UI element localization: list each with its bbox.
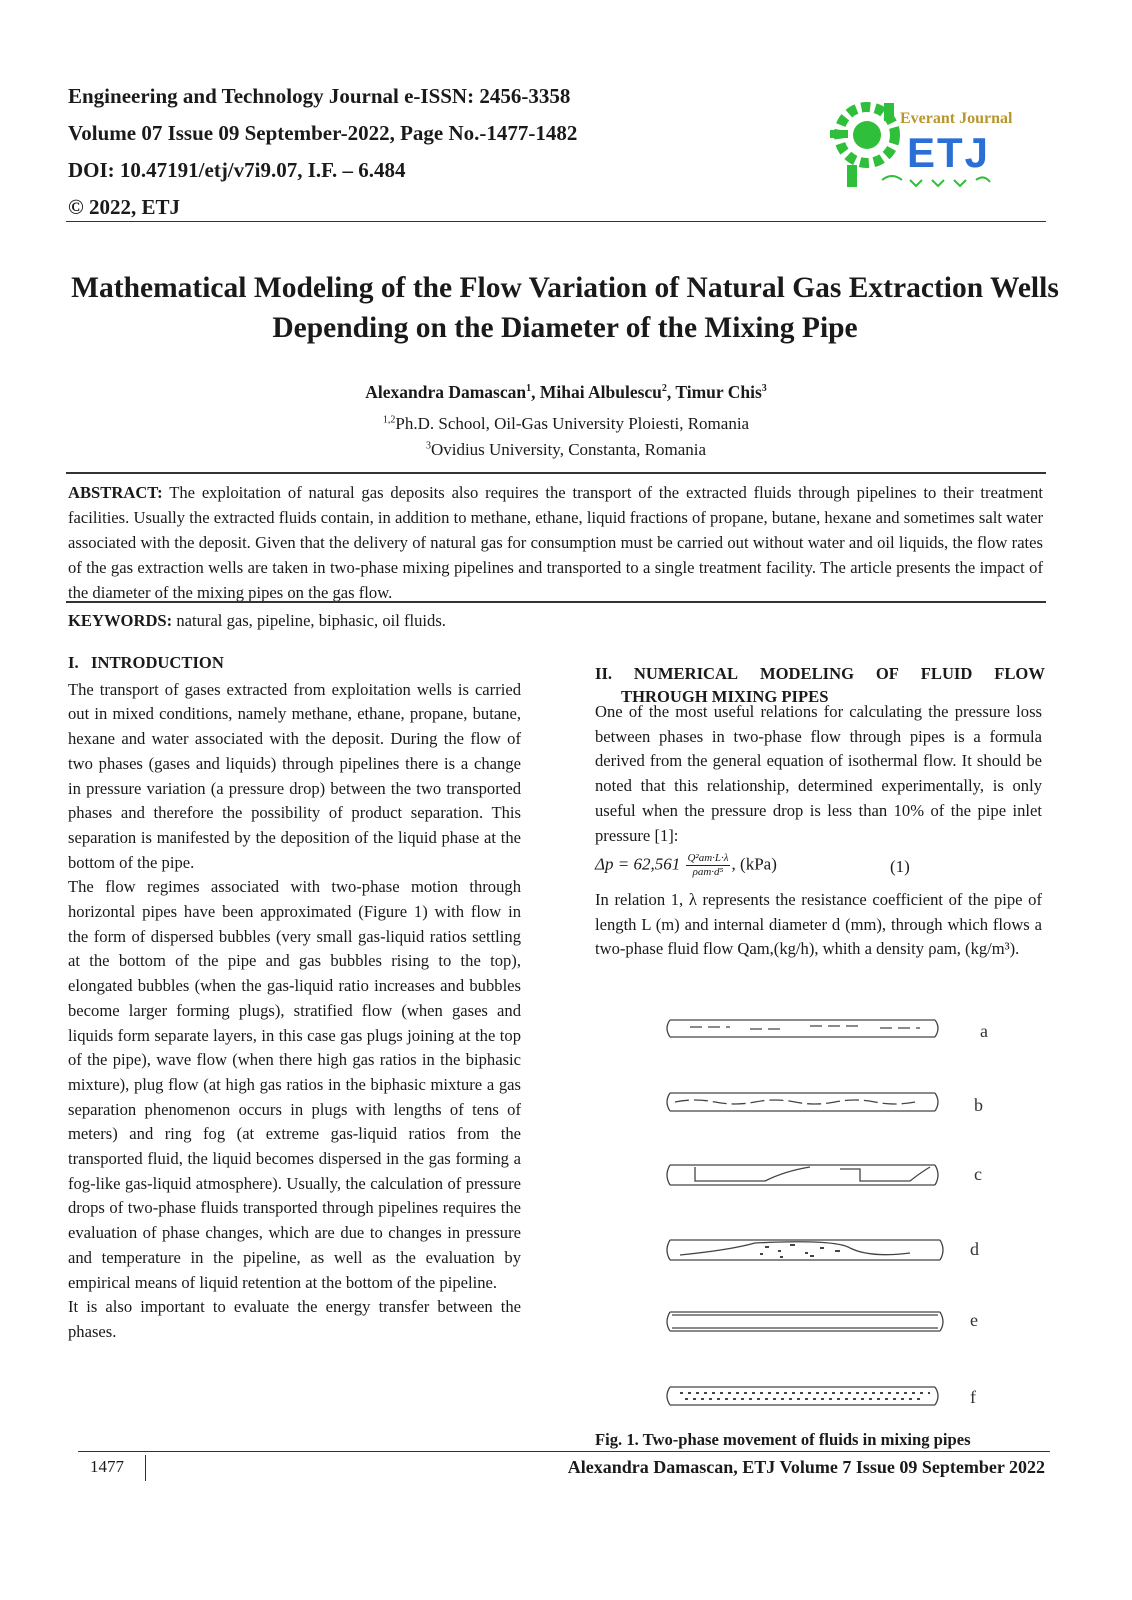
abstract-top-rule xyxy=(66,472,1046,474)
heading-word: FLOW xyxy=(994,664,1045,683)
pipe-b xyxy=(667,1093,938,1111)
label-e: e xyxy=(970,1310,978,1330)
abstract-bottom-rule xyxy=(66,601,1046,603)
heading-word: MODELING xyxy=(759,664,854,683)
label-a: a xyxy=(980,1021,988,1041)
affil-sup: 1,2 xyxy=(382,414,396,426)
author-name: Mihai Albulescu xyxy=(539,382,662,402)
pipe-e xyxy=(667,1312,943,1331)
abstract-text: The exploitation of natural gas deposits also requires the transport of the extracted fluids through pipelines to their treatment facilities. Usually the extracted fluids contain, in addition to methane, ethane, liquid fractions of propane, butane, hexane and sometimes salt water associated with the deposit. Given that the delivery of natural gas for consumption must be carried out without water and oil liquids, the flow rates of the gas extraction wells are taken in two-phase mixing pipelines and transported to a single treatment facility. The article presents the impact of the diameter of the mixing pipes on the gas flow. xyxy=(68,483,1043,602)
keywords-label: KEYWORDS: xyxy=(68,611,173,630)
affil-sup: 3 xyxy=(425,440,431,452)
author-sup: 3 xyxy=(761,383,767,395)
equation-1 xyxy=(595,852,910,879)
label-d: d xyxy=(970,1239,979,1259)
paragraph: It is also important to evaluate the energy transfer between the phases. xyxy=(68,1297,521,1341)
author-sup: 2 xyxy=(661,383,667,395)
pipe-a xyxy=(667,1020,938,1037)
page-number: 1477 xyxy=(90,1457,124,1476)
footer-citation: Alexandra Damascan, ETJ Volume 7 Issue 09 September 2022 xyxy=(567,1457,1045,1477)
logo-text-main: ETJ xyxy=(907,129,991,176)
label-b: b xyxy=(974,1095,983,1115)
doi-info: DOI: 10.47191/etj/v7i9.07, I.F. – 6.484 xyxy=(68,158,406,182)
heading-word: FLUID xyxy=(920,664,973,683)
eq-numerator: Q²am·L·λ xyxy=(687,852,729,864)
keywords-text: natural gas, pipeline, biphasic, oil fluids. xyxy=(176,611,446,630)
affil-text: Ovidius University, Constanta, Romania xyxy=(430,440,707,459)
heading-number: II. xyxy=(595,664,613,683)
eq-label: (1) xyxy=(890,857,910,876)
abstract-label: ABSTRACT: xyxy=(68,483,163,502)
copyright: © 2022, ETJ xyxy=(68,195,180,219)
header-rule xyxy=(66,221,1046,222)
footer-rule xyxy=(78,1451,1050,1452)
paragraph: The flow regimes associated with two-phase motion through horizontal pipes have been approximated (Figure 1) with flow in the form of dispersed bubbles (very small gas-liquid ratios settling at the bottom of the pipe and gas bubbles rising to the top), elongated bubbles (when the gas-liquid ratio increases and bubbles become larger forming plugs), stratified flow (when gases and liquids form separate layers, in this case gas plugs joining at the top of the pipe), wave flow (when there high gas ratios in the biphasic mixture), plug flow (at high gas ratios in the biphasic mixture a gas separation phenomenon occurs in plugs with lengths of tens of meters) and ring fog (at extreme gas-liquid ratios from the transported fluid, the liquid becomes dispersed in the gas forming a fog-like gas-liquid atmosphere). Usually, the calculation of pressure drops of two-phase fluids transported through pipelines requires the evaluation of phase changes, which are due to changes in pressure and temperature in the pipeline, as well as the evaluation by empirical means of liquid retention at the bottom of the pipeline. xyxy=(68,877,521,1292)
paragraph: In relation 1, λ represents the resistance coefficient of the pipe of length L (m) and internal diameter d (mm), through which flows a two-phase fluid flow Qam,(kg/h), whith a density ρam, (kg/m³). xyxy=(595,890,1042,959)
gear-icon xyxy=(830,103,895,187)
journal-name: Engineering and Technology Journal e-ISSN: 2456-3358 xyxy=(68,84,571,108)
eq-fraction xyxy=(686,852,729,879)
figure-1 xyxy=(660,1015,1020,1415)
paragraph: One of the most useful relations for calculating the pressure loss between phases in two-phase flow through pipes is a formula derived from the general equation of isothermal flow. It should be noted that this relationship, determined experimentally, is only useful when the pressure drop is less than 10% of the pipe inlet pressure [1]: xyxy=(595,702,1042,845)
figure-caption: Fig. 1. Two-phase movement of fluids in mixing pipes xyxy=(595,1430,971,1449)
footer-divider xyxy=(145,1455,146,1481)
paper-title: Mathematical Modeling of the Flow Variation of Natural Gas Extraction Wells Depending on the Diameter of the Mixing Pipe xyxy=(71,272,1059,344)
eq-denominator: ρam·d⁵ xyxy=(692,866,724,878)
label-f: f xyxy=(970,1387,976,1407)
label-c: c xyxy=(974,1164,982,1184)
heading-word: OF xyxy=(875,664,899,683)
affiliation-1 xyxy=(0,414,1132,434)
affil-text: Ph.D. School, Oil-Gas University Ploiesti, Romania xyxy=(395,414,750,433)
author-list: Alexandra Damascan$^1$, Mihai Albulescu$^2$, Timur Chis$^3$ xyxy=(365,382,767,402)
pipe-c xyxy=(667,1165,938,1185)
affiliation-2 xyxy=(0,440,1132,460)
eq-lhs: Δp = 62,561 xyxy=(595,854,681,874)
heading-line-2: THROUGH MIXING PIPES xyxy=(621,687,829,706)
journal-header xyxy=(68,78,577,226)
pipe-d xyxy=(667,1240,943,1260)
section-heading: I. INTRODUCTION xyxy=(68,653,224,672)
pipe-f xyxy=(667,1387,938,1405)
heading-word: NUMERICAL xyxy=(633,664,739,683)
left-column xyxy=(68,651,521,1345)
paragraph: The transport of gases extracted from exploitation wells is carried out in mixed conditions, namely methane, ethane, propane, butane, hexane and water associated with the deposit. During the flow of two phases (gases and liquids) through pipelines there is a change in pressure variation (a pressure drop) between the two transported phases and therefore the possibility of product separation. This separation is manifested by the deposition of the liquid phase at the bottom of the pipe. xyxy=(68,679,521,872)
etj-logo xyxy=(822,85,1042,200)
author-name: Alexandra Damascan xyxy=(365,382,527,402)
eq-unit: , (kPa) xyxy=(731,854,777,874)
volume-info: Volume 07 Issue 09 September-2022, Page No.-1477-1482 xyxy=(68,121,578,145)
logo-text-top: Everant Journal xyxy=(900,110,1013,127)
author-name: Timur Chis xyxy=(675,382,762,402)
abstract xyxy=(68,480,1043,605)
author-sup: 1 xyxy=(526,383,532,395)
keywords xyxy=(68,611,1043,631)
